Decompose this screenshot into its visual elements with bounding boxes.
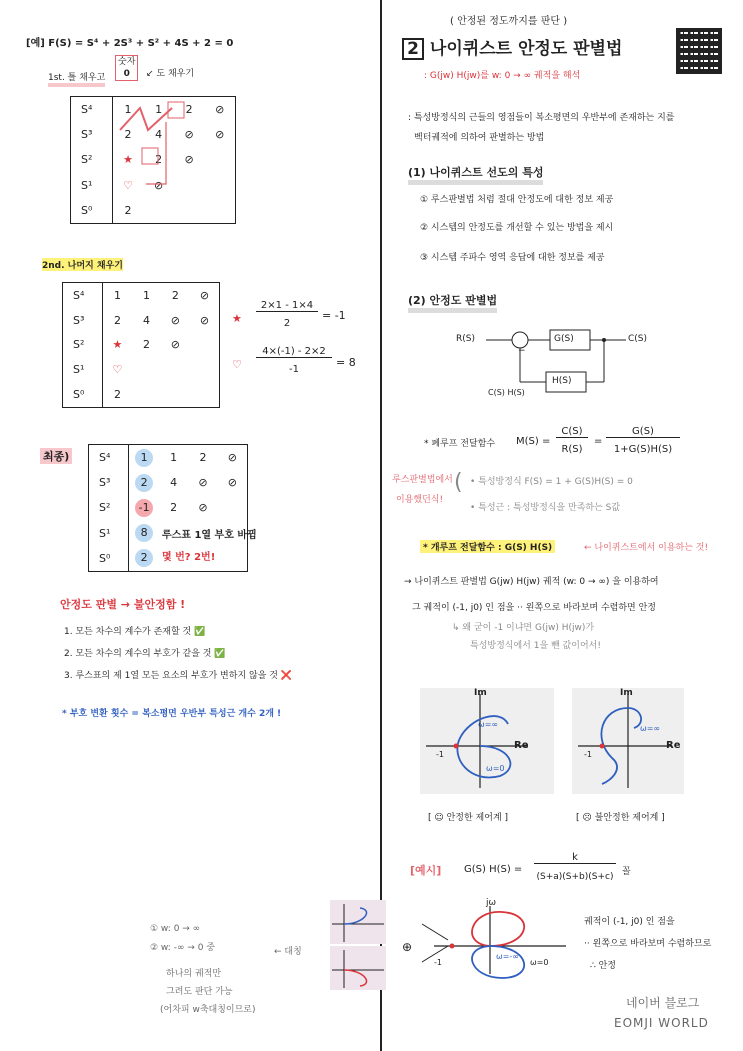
example-plot-w-inf: ω=-∞ — [496, 952, 519, 961]
routh-cell: 1 — [170, 451, 178, 465]
example-plot-w-zero: ω=0 — [530, 958, 549, 967]
routh-cell — [129, 445, 159, 471]
routh-cell: 1 — [142, 288, 150, 302]
block-input: R(S) — [456, 334, 475, 344]
example-result-2: ·· 왼쪽으로 바라보며 수렴하므로 — [584, 939, 712, 949]
routh-row — [63, 283, 220, 308]
routh-cell: ⊘ — [199, 288, 210, 302]
check-1 — [64, 624, 205, 637]
open-loop-label: * 개루프 전달함수 : G(S) H(S) — [420, 540, 555, 553]
rule-line1: → 나이퀴스트 판별법 G(jw) H(jw) 궤적 (w: 0 → ∞) 을 이용하여 — [404, 577, 659, 587]
calc1-denominator: 2 — [283, 318, 291, 329]
sym-item-1: ① w: 0 → ∞ — [150, 924, 201, 934]
block-minus: − — [518, 346, 526, 356]
routh-cell: ♡ — [112, 363, 123, 377]
plot-stable-w-zero: ω=0 — [486, 764, 505, 773]
routh-row-label: S² — [63, 333, 103, 358]
closed-loop-lhs: M(S) = — [516, 436, 551, 447]
routh-cell — [218, 546, 248, 572]
example-equation: [예] F(S) = S⁴ + 2S³ + S² + 4S + 2 = 0 — [26, 38, 234, 49]
routh-row-label: S⁴ — [71, 97, 113, 123]
check-2-mark: ✅ — [214, 649, 226, 659]
routh-cell — [190, 382, 220, 407]
footer-author: EOMJI WORLD — [614, 1016, 709, 1030]
footer-blog: 네이버 블로그 — [626, 996, 700, 1010]
routh-note-line2: 이용했던식! — [396, 495, 444, 505]
routh-cell — [132, 382, 161, 407]
summary-note: * 부호 변환 횟수 = 복소평면 우반부 특성근 개수 2개 ! — [62, 709, 282, 719]
routh-cell: 2 — [113, 313, 121, 327]
calc2-denominator: -1 — [289, 364, 299, 375]
routh-row-label: S² — [71, 147, 113, 172]
routh-cell: ⊘ — [227, 476, 237, 490]
routh-cell: 2 — [155, 153, 163, 167]
plot-unstable-minus-one: -1 — [584, 750, 592, 759]
rule-line2: 그 궤적이 (-1, j0) 인 점을 ·· 왼쪽으로 바라보며 수렴하면 안정 — [412, 603, 656, 613]
routh-row-label: S³ — [63, 308, 103, 333]
title-row — [402, 34, 622, 60]
step2-label: 2nd. 나머지 채우기 — [42, 258, 123, 271]
plot-stable-re: Re — [514, 740, 529, 751]
routh-cell: 2 — [113, 388, 121, 402]
calc1-numerator: 2×1 - 1×4 — [256, 300, 318, 312]
routh-cell — [129, 546, 159, 572]
routh-cell: ⊘ — [170, 313, 180, 327]
routh-first-column-value: 8 — [135, 524, 153, 542]
calc2-symbol: ♡ — [232, 358, 242, 371]
routh-cell: ⊘ — [198, 501, 208, 515]
routh-cell — [204, 147, 235, 172]
step1-note-side: ↙ 도 채우기 — [146, 69, 195, 79]
routh-cell: 4 — [170, 476, 178, 490]
page-title: 나이퀴스트 안정도 판별법 — [429, 39, 623, 59]
plot-stable-minus-one: -1 — [436, 750, 444, 759]
routh-cell: ⊘ — [227, 451, 237, 465]
block-forward: G(S) — [554, 334, 574, 344]
example-label: [예시] — [410, 864, 442, 877]
routh-cell — [129, 470, 159, 495]
routh-row-label: S¹ — [71, 173, 113, 198]
check-2-text: 2. 모든 차수의 계수의 부호가 같을 것 — [64, 649, 212, 659]
plot-unstable-w-inf: ω=∞ — [640, 724, 661, 733]
routh-cell: 1 — [155, 103, 163, 117]
step1-arrows — [112, 100, 202, 210]
column-divider — [380, 0, 382, 1051]
example-plot-jw: jω — [486, 898, 497, 908]
final-label: 최종) — [40, 448, 72, 464]
routh-cell: ⊘ — [215, 128, 225, 142]
caption-unstable: [ ☹ 불안정한 제어계 ] — [576, 813, 665, 823]
block-diagram — [454, 318, 674, 398]
sym-note-3: (어차피 w축대칭이므로) — [160, 1005, 256, 1015]
check-2 — [64, 646, 226, 659]
calc1-result: = -1 — [322, 309, 346, 322]
routh-cell: 1 — [124, 103, 132, 117]
routh-first-column-value: 2 — [135, 474, 153, 492]
routh-cell: ⊘ — [199, 313, 210, 327]
routh-first-column-value: -1 — [135, 499, 153, 517]
routh-row — [89, 470, 248, 495]
routh-note-line1: 루스판별법에서 — [392, 475, 453, 485]
title-subline: : G(jw) H(jw)를 w: 0 → ∞ 궤적을 해석 — [424, 71, 581, 81]
check-1-text: 1. 모든 차수의 계수가 존재할 것 — [64, 627, 192, 637]
subtitle: ( 안정된 정도까지를 판단 ) — [450, 16, 568, 27]
plot-unstable-re: Re — [666, 740, 681, 751]
check-1-mark: ✅ — [194, 627, 206, 637]
routh-row-label: S¹ — [63, 357, 103, 382]
routh-row-label: S² — [89, 495, 129, 520]
sym-note-2: 그려도 판단 가능 — [166, 987, 233, 997]
routh-row — [89, 445, 248, 471]
routh-first-column-value: 2 — [135, 549, 153, 567]
routh-row-label: S⁰ — [63, 382, 103, 407]
block-feedback: H(S) — [552, 376, 572, 386]
plus-symbol: ⊕ — [402, 940, 413, 954]
section1-item-3: ③ 시스템 주파수 영역 응답에 대한 정보를 제공 — [420, 253, 605, 263]
caption-stable: [ ☺ 안정한 제어계 ] — [428, 813, 509, 823]
routh-cell: 2 — [142, 338, 150, 352]
plot-unstable-im: Im — [620, 688, 633, 698]
routh-row-label: S⁰ — [71, 198, 113, 224]
sym-note-1: 하나의 궤적만 — [166, 969, 222, 979]
routh-cell: ★ — [112, 338, 123, 352]
routh-cell: 2 — [185, 103, 193, 117]
step1-note-side-text: 도 채우기 — [156, 69, 195, 79]
example-plot — [430, 900, 574, 980]
routh-row-label: S⁰ — [89, 546, 129, 572]
closed-loop-f2-den: 1+G(S)H(S) — [613, 444, 673, 455]
step1-note-box — [115, 55, 138, 81]
example-numerator: k — [534, 852, 616, 864]
closed-loop-f2-num: G(S) — [606, 426, 680, 438]
example-denominator: (S+a)(S+b)(S+c) — [536, 872, 614, 882]
final-note-count: 몇 번? 2번! — [162, 552, 216, 563]
calc2-numerator: 4×(-1) - 2×2 — [256, 346, 332, 358]
routh-row-label: S⁴ — [63, 283, 103, 308]
routh-cell: ⊘ — [184, 128, 194, 142]
step1-note-top: 숫자 — [118, 57, 136, 67]
section1-title: (1) 나이퀴스트 선도의 특성 — [408, 164, 543, 185]
routh-cell: ★ — [123, 153, 133, 167]
routh-table-step2 — [62, 282, 220, 408]
routh-cell — [204, 198, 235, 224]
block-fb-label: C(S) H(S) — [488, 388, 525, 397]
open-loop-note: ← 나이퀴스트에서 이용하는 것! — [584, 543, 709, 553]
routh-cell — [132, 357, 161, 382]
routh-cell — [161, 382, 190, 407]
routh-row — [63, 308, 220, 333]
block-output: C(S) — [628, 334, 648, 344]
final-note-sign-change: 루스표 1열 부호 바뀜 — [162, 530, 257, 541]
routh-cell: ⊘ — [170, 338, 180, 352]
calc1-symbol: ★ — [232, 312, 242, 325]
routh-cell — [161, 357, 190, 382]
section2-title: (2) 안정도 판별법 — [408, 292, 497, 313]
routh-cell — [218, 495, 248, 520]
routh-cell: 2 — [171, 288, 179, 302]
sym-item-2: ② w: -∞ → 0 중 — [150, 943, 215, 953]
closed-loop-f1-den: R(S) — [561, 444, 583, 455]
routh-cell: 2 — [199, 451, 207, 465]
routh-first-column-value: 1 — [135, 449, 153, 467]
routh-row — [63, 382, 220, 407]
stability-verdict: 안정도 판별 → 불안정함 ! — [60, 598, 186, 611]
routh-cell: 4 — [142, 313, 150, 327]
closed-loop-f1-num: C(S) — [556, 426, 588, 438]
routh-cell — [204, 173, 235, 198]
routh-row-label: S⁴ — [89, 445, 129, 471]
sym-plots — [330, 900, 386, 990]
title-number: 2 — [402, 38, 424, 60]
example-lhs: G(S) H(S) = — [464, 864, 523, 875]
rule-line4: 특성방정식에서 1을 뺀 값이어서! — [470, 641, 601, 651]
closed-loop-label: * 폐루프 전달함수 — [424, 439, 496, 449]
char-root: • 특성근 : 특성방정식을 만족하는 S값 — [470, 503, 621, 513]
routh-row — [63, 333, 220, 358]
sym-arrow: ← 대칭 — [274, 947, 302, 957]
routh-cell: 2 — [124, 128, 132, 142]
plot-stable-w-inf: ω=∞ — [478, 720, 499, 729]
routh-cell: ⊘ — [215, 103, 225, 117]
calc2-result: = 8 — [336, 356, 356, 369]
routh-row — [89, 495, 248, 520]
section1-item-1: ① 루스판별법 처럼 절대 안정도에 대한 정보 제공 — [420, 195, 614, 205]
definition-line1: : 특성방정식의 근들의 영점들이 복소평면의 우반부에 존재하는 지를 — [408, 113, 675, 123]
routh-row — [63, 357, 220, 382]
routh-row-label: S¹ — [89, 521, 129, 546]
routh-cell — [129, 521, 159, 546]
plot-stable-im: Im — [474, 688, 487, 698]
example-plot-minus-one: -1 — [434, 958, 442, 967]
step1-label: 1st. 틀 채우고 — [48, 70, 105, 87]
routh-cell: 1 — [113, 288, 121, 302]
step1-note-zero: 0 — [123, 69, 130, 79]
routh-row-label: S³ — [71, 122, 113, 147]
example-result-3: ∴ 안정 — [590, 961, 616, 971]
section1-item-2: ② 시스템의 안정도를 개선할 수 있는 방법을 제시 — [420, 223, 614, 233]
qr-code — [676, 28, 722, 74]
check-3-text: 3. 루스표의 제 1열 모든 요소의 부호가 변하지 않을 것 — [64, 671, 278, 681]
check-3 — [64, 668, 292, 681]
char-equation: • 특성방정식 F(S) = 1 + G(S)H(S) = 0 — [470, 477, 633, 487]
rule-line3: ↳ 왜 굳이 -1 이냐면 G(jw) H(jw)가 — [452, 623, 595, 633]
routh-cell: ⊘ — [198, 476, 208, 490]
routh-cell: 2 — [170, 501, 178, 515]
example-tail: 꼴 — [622, 867, 631, 877]
check-3-mark: ❌ — [280, 671, 293, 681]
routh-note-brace: ( — [454, 470, 463, 495]
routh-cell: ⊘ — [153, 178, 164, 192]
plot-stable — [420, 688, 554, 794]
routh-cell: ⊘ — [184, 153, 194, 167]
routh-cell — [190, 333, 220, 358]
routh-cell: 4 — [155, 128, 163, 142]
routh-cell — [190, 357, 220, 382]
routh-row-label: S³ — [89, 470, 129, 495]
routh-cell: ♡ — [123, 178, 133, 192]
routh-cell — [129, 495, 159, 520]
example-result-1: 궤적이 (-1, j0) 인 점을 — [584, 917, 675, 927]
closed-loop-eq: = — [594, 436, 603, 447]
routh-cell: 2 — [124, 203, 132, 217]
definition-line2: 벡터궤적에 의하여 판별하는 방법 — [414, 133, 545, 143]
